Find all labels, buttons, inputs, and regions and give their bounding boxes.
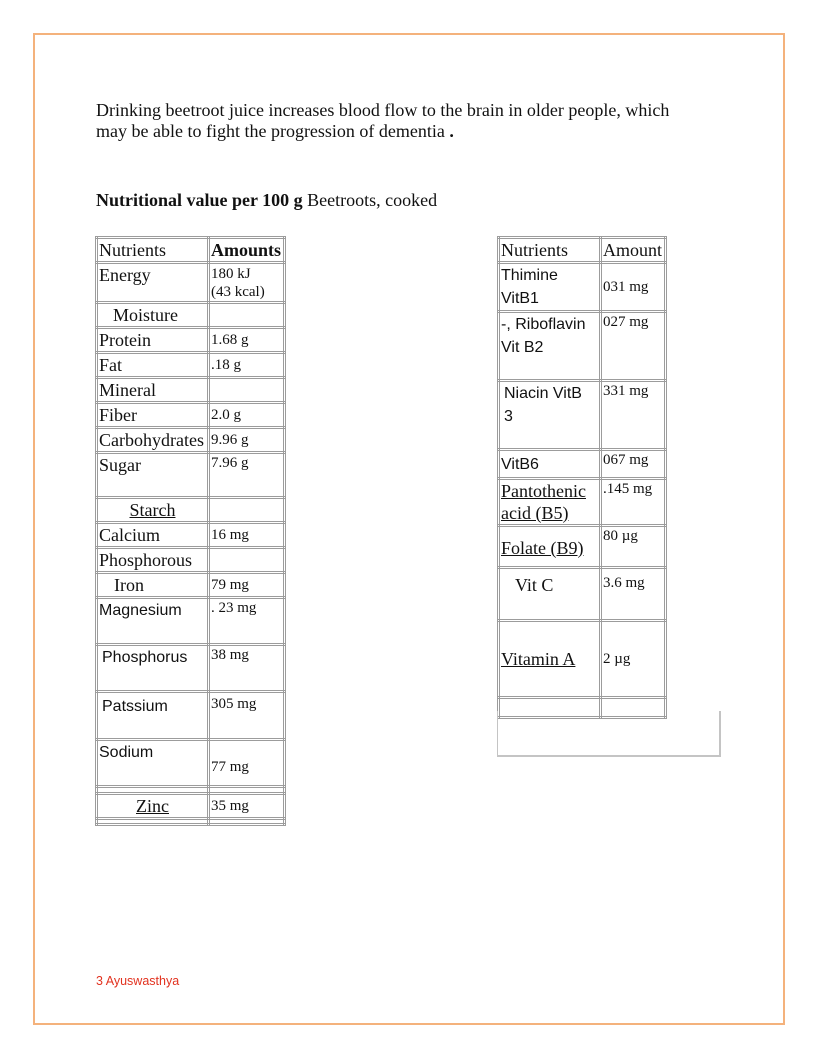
nutrient-link[interactable]: Starch [129, 500, 176, 520]
nutrient-name-cell [499, 479, 601, 526]
nutrient-amount-cell: 331 mg [601, 381, 666, 450]
nutrient-amount-cell [209, 548, 285, 573]
empty-row [97, 787, 285, 794]
nutrient-name-cell: Energy [97, 263, 209, 303]
nutrient-row [97, 428, 285, 453]
empty-cell [97, 819, 209, 825]
nutrient-amount-cell: 031 mg [601, 263, 666, 312]
heading-rest: Beetroots, cooked [302, 190, 438, 210]
nutrient-name-cell [97, 498, 209, 523]
nutrient-name-cell: Moisture [97, 303, 209, 328]
nutrient-name-cell: Phosphorous [97, 548, 209, 573]
nutrient-row [97, 353, 285, 378]
column-header-amounts: Amounts [209, 238, 285, 263]
nutrient-name-cell: VitB6 [499, 450, 601, 479]
header-row [97, 238, 285, 263]
nutrient-row [499, 312, 666, 381]
nutrient-row [499, 568, 666, 621]
nutrient-amount-cell: 305 mg [209, 692, 285, 740]
nutrient-amount-cell [209, 378, 285, 403]
column-header-nutrients: Nutrients [97, 238, 209, 263]
nutrient-amount-cell: 3.6 mg [601, 568, 666, 621]
empty-cell [97, 787, 209, 794]
nutrient-row [97, 303, 285, 328]
nutrient-row [97, 598, 285, 645]
nutrient-row [97, 692, 285, 740]
nutrient-amount-cell: 067 mg [601, 450, 666, 479]
nutrient-row [499, 526, 666, 568]
empty-row [97, 819, 285, 825]
nutrient-name-cell: Vit C [499, 568, 601, 621]
nutrient-link[interactable]: Vitamin A [501, 649, 576, 669]
nutrient-amount-cell: 9.96 g [209, 428, 285, 453]
nutrient-name-cell: Iron [97, 573, 209, 598]
intro-line-2: may be able to fight the progression of dementia [96, 121, 450, 141]
nutrient-name-cell: Niacin VitB 3 [499, 381, 601, 450]
empty-box-below-table [497, 711, 721, 757]
column-header-amount: Amount [601, 238, 666, 263]
nutrient-row [499, 263, 666, 312]
nutrient-amount-cell: 1.68 g [209, 328, 285, 353]
nutrition-heading [96, 190, 437, 211]
nutrient-row [97, 403, 285, 428]
nutrient-amount-cell: 77 mg [209, 740, 285, 787]
nutrient-name-cell: -, Riboflavin Vit B2 [499, 312, 601, 381]
nutrient-name-cell: Sugar [97, 453, 209, 498]
nutrient-amount-cell: 79 mg [209, 573, 285, 598]
nutrient-amount-cell: 027 mg [601, 312, 666, 381]
heading-bold-part: Nutritional value per 100 g [96, 190, 303, 210]
nutrient-link[interactable]: Zinc [136, 796, 169, 816]
nutrient-name-cell: Carbohydrates [97, 428, 209, 453]
nutrient-amount-cell: 80 µg [601, 526, 666, 568]
nutrient-row [97, 453, 285, 498]
nutrient-name-cell: Mineral [97, 378, 209, 403]
nutrient-amount-cell: .145 mg [601, 479, 666, 526]
nutrient-amount-cell: 180 kJ (43 kcal) [209, 263, 285, 303]
nutrient-name-cell: Phosphorus [97, 645, 209, 692]
nutrient-name-cell: Magnesium [97, 598, 209, 645]
nutrient-row [97, 523, 285, 548]
nutrient-row [499, 479, 666, 526]
nutrient-row [97, 794, 285, 819]
nutrient-amount-cell: . 23 mg [209, 598, 285, 645]
nutrient-name-cell: Sodium [97, 740, 209, 787]
nutrient-row [97, 548, 285, 573]
nutrient-name-cell [499, 526, 601, 568]
nutrient-amount-cell: .18 g [209, 353, 285, 378]
nutrition-table-left [95, 236, 286, 826]
nutrient-amount-cell: 35 mg [209, 794, 285, 819]
nutrient-amount-cell: 2.0 g [209, 403, 285, 428]
nutrient-name-cell: Fat [97, 353, 209, 378]
nutrient-amount-cell [209, 498, 285, 523]
nutrient-link[interactable]: Folate (B9) [501, 538, 584, 558]
header-row [499, 238, 666, 263]
nutrient-row [499, 450, 666, 479]
nutrient-row [97, 263, 285, 303]
nutrient-name-cell: Calcium [97, 523, 209, 548]
nutrient-name-cell [97, 794, 209, 819]
nutrient-amount-cell: 7.96 g [209, 453, 285, 498]
nutrient-row [97, 328, 285, 353]
nutrient-row [97, 378, 285, 403]
nutrient-amount-cell: 16 mg [209, 523, 285, 548]
nutrient-name-cell: Patssium [97, 692, 209, 740]
nutrient-amount-cell [209, 303, 285, 328]
empty-cell [209, 787, 285, 794]
nutrient-name-cell: Thimine VitB1 [499, 263, 601, 312]
intro-paragraph [96, 100, 736, 142]
nutrient-row [97, 645, 285, 692]
intro-line-1: Drinking beetroot juice increases blood flow to the brain in older people, which [96, 100, 670, 120]
nutrient-name-cell: Fiber [97, 403, 209, 428]
nutrient-row [499, 621, 666, 698]
intro-end-mark: . [449, 121, 454, 141]
nutrient-name-cell: Protein [97, 328, 209, 353]
nutrient-row [97, 498, 285, 523]
nutrient-amount-cell: 38 mg [209, 645, 285, 692]
page-footer: 3 Ayuswasthya [96, 974, 180, 988]
nutrient-row [499, 381, 666, 450]
nutrient-name-cell [499, 621, 601, 698]
nutrient-row [97, 573, 285, 598]
nutrition-table-right [497, 236, 667, 719]
nutrient-row [97, 740, 285, 787]
nutrient-link[interactable]: Pantothenic acid (B5) [501, 481, 586, 523]
nutrient-amount-cell: 2 µg [601, 621, 666, 698]
column-header-nutrients: Nutrients [499, 238, 601, 263]
empty-cell [209, 819, 285, 825]
